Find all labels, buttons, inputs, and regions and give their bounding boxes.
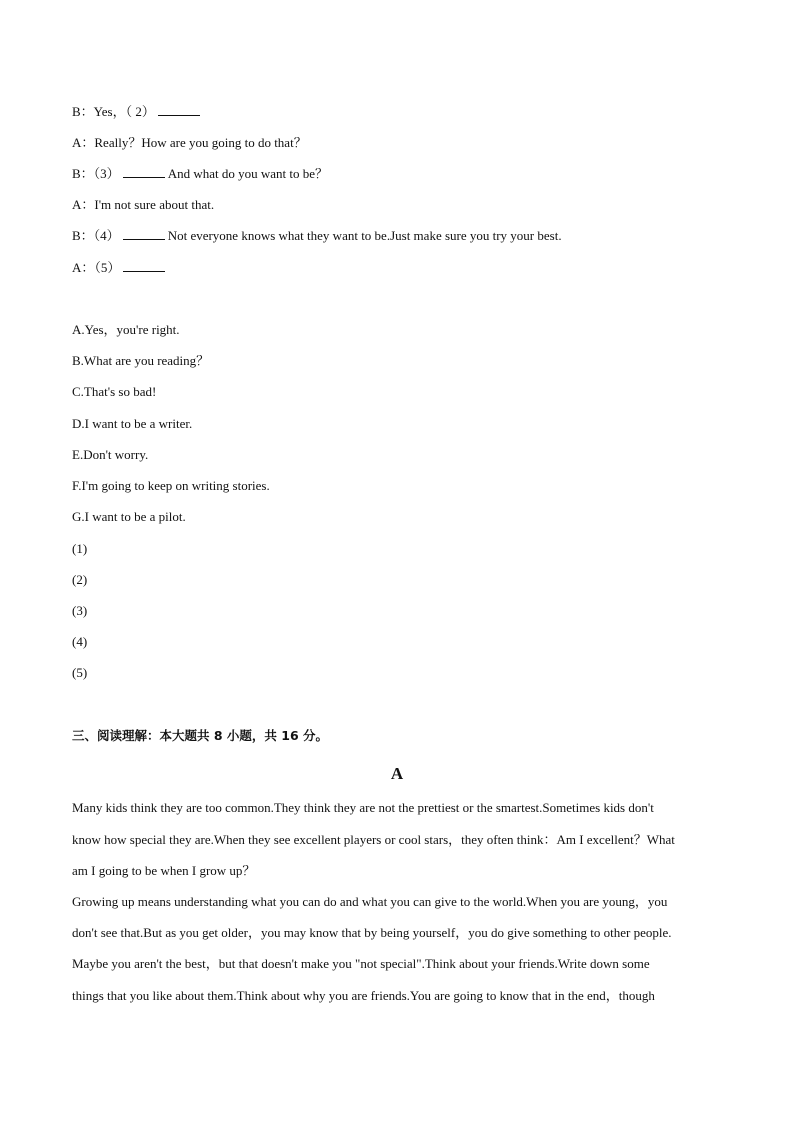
answer-blank[interactable] [123, 228, 165, 240]
dialogue-line-a5 [72, 260, 732, 276]
passage-line: Growing up means understanding what you can do and what you can give to the world.When you are young，you [72, 894, 668, 909]
dialogue-text: And what do you want to be？ [167, 166, 328, 181]
speaker-label: B： [72, 166, 94, 181]
answer-slot-3[interactable]: (3) [72, 603, 88, 618]
option-g: G.I want to be a pilot. [72, 509, 186, 524]
speaker-label: B： [72, 104, 94, 119]
answer-slot-2[interactable]: (2) [72, 572, 88, 587]
dialogue-text: （3） [93, 166, 120, 181]
answer-slot-5[interactable]: (5) [72, 665, 88, 680]
speaker-label: A： [72, 260, 95, 275]
speaker-label: A： [72, 135, 95, 150]
answer-blank[interactable] [158, 104, 200, 116]
dialogue-text: Yes，（ 2） [93, 104, 155, 119]
dialogue-text: （4） [93, 228, 120, 243]
option-d: D.I want to be a writer. [72, 416, 193, 431]
section-heading: 三、阅读理解：本大题共 8 小题，共 16 分。 [72, 728, 329, 743]
passage-line: know how special they are.When they see excellent players or cool stars，they often think：Am I excellent？What [72, 832, 675, 847]
option-a: A.Yes，you're right. [72, 322, 180, 337]
answer-slot-1[interactable]: (1) [72, 541, 88, 556]
option-b: B.What are you reading？ [72, 353, 210, 368]
option-e: E.Don't worry. [72, 447, 149, 462]
dialogue-line-a [72, 197, 732, 213]
option-f: F.I'm going to keep on writing stories. [72, 478, 270, 493]
dialogue-text: Not everyone knows what they want to be.Just make sure you try your best. [167, 228, 562, 243]
dialogue-text: （5） [94, 260, 121, 275]
passage-line: don't see that.But as you get older，you may know that by being yourself，you do give something to other people. [72, 925, 672, 940]
passage-line: things that you like about them.Think about why you are friends.You are going to know that in the end，though [72, 988, 655, 1003]
passage-line: Maybe you aren't the best，but that doesn't make you "not special".Think about your friends.Write down some [72, 956, 650, 971]
dialogue-text: Really？How are you going to do that？ [94, 135, 307, 150]
speaker-label: B： [72, 228, 94, 243]
passage-letter: A [390, 764, 404, 783]
answer-blank[interactable] [123, 166, 165, 178]
dialogue-line-b3 [72, 166, 732, 182]
option-c: C.That's so bad! [72, 384, 157, 399]
speaker-label: A： [72, 197, 95, 212]
passage-line: am I going to be when I grow up？ [72, 863, 256, 878]
dialogue-text: I'm not sure about that. [94, 197, 215, 212]
passage-line: Many kids think they are too common.They think they are not the prettiest or the smartest.Sometimes kids don't [72, 800, 654, 815]
dialogue-line-b2 [72, 104, 732, 120]
dialogue-line-b4 [72, 228, 732, 244]
answer-blank[interactable] [123, 260, 165, 272]
answer-slot-4[interactable]: (4) [72, 634, 88, 649]
dialogue-line-a [72, 135, 732, 151]
